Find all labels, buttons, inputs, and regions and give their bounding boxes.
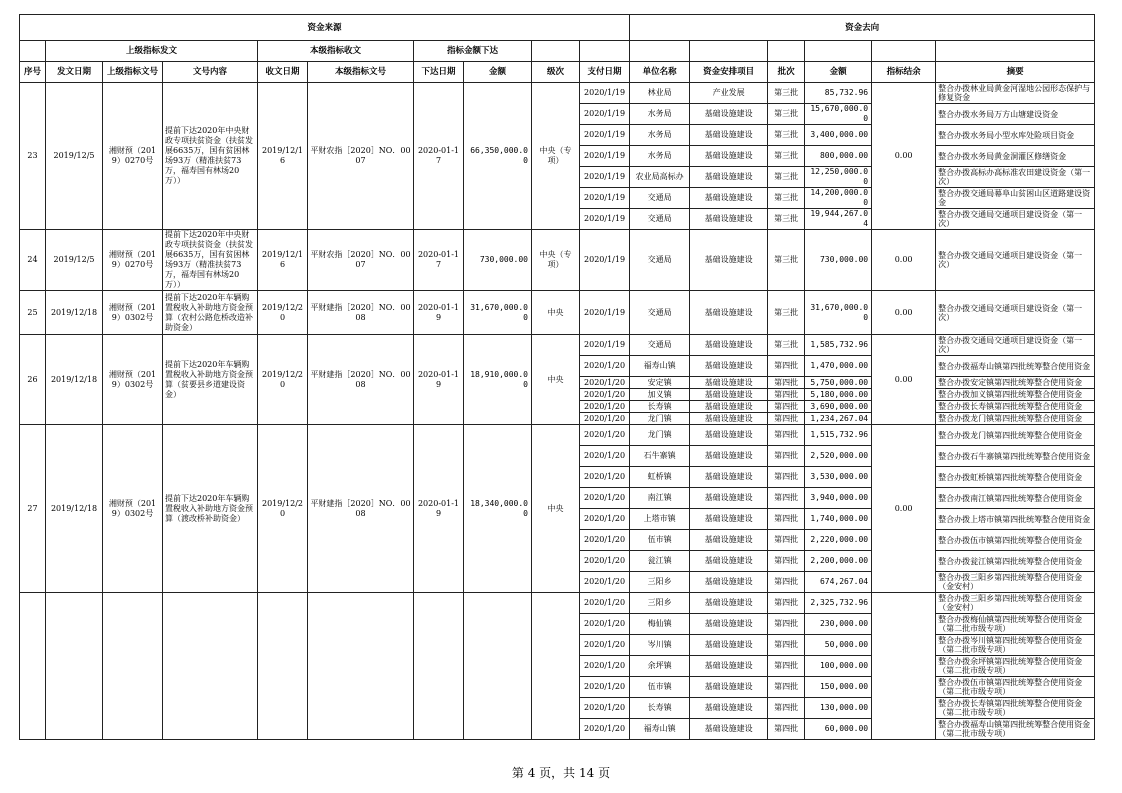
unit-cell: 水务局 xyxy=(630,125,690,146)
balance-cell: 0.00 xyxy=(872,230,936,291)
balance-cell: 0.00 xyxy=(872,425,936,593)
pay-date-cell: 2020/1/20 xyxy=(580,425,630,446)
batch-cell: 第四批 xyxy=(768,356,805,377)
summary-cell: 整合办拨安定镇第四批统筹整合使用资金 xyxy=(936,377,1095,389)
upper-doc-cell: 湘财预（2019）0270号 xyxy=(103,230,163,291)
summary-cell: 整合办拨高标办高标准农田建设资金（第一次） xyxy=(936,167,1095,188)
unit-cell: 农业局高标办 xyxy=(630,167,690,188)
pay-amount-cell: 19,944,267.04 xyxy=(805,209,872,230)
pay-date-cell: 2020/1/19 xyxy=(580,104,630,125)
pay-amount-cell: 3,940,000.00 xyxy=(805,488,872,509)
pay-date-cell: 2020/1/19 xyxy=(580,291,630,335)
batch-cell: 第四批 xyxy=(768,614,805,635)
project-cell: 基础设施建设 xyxy=(690,446,768,467)
unit-cell: 福寿山镇 xyxy=(630,719,690,740)
batch-cell: 第三批 xyxy=(768,230,805,291)
receive-date-cell: 2019/12/20 xyxy=(258,335,308,425)
table-row xyxy=(20,230,1095,291)
summary-cell: 整合办拨石牛寨镇第四批统筹整合使用资金 xyxy=(936,446,1095,467)
batch-cell: 第四批 xyxy=(768,593,805,614)
issue-date-cell: 2019/12/5 xyxy=(46,230,103,291)
upper-doc-cell: 湘财预（2019）0302号 xyxy=(103,291,163,335)
pay-date-cell: 2020/1/20 xyxy=(580,719,630,740)
project-cell: 基础设施建设 xyxy=(690,209,768,230)
unit-cell: 林业局 xyxy=(630,83,690,104)
unit-cell: 安定镇 xyxy=(630,377,690,389)
table-row xyxy=(20,335,1095,356)
upper-issue-header: 上级指标发文 xyxy=(46,41,258,62)
batch-cell: 第三批 xyxy=(768,83,805,104)
unit-cell: 虹桥镇 xyxy=(630,467,690,488)
project-cell: 基础设施建设 xyxy=(690,698,768,719)
batch-cell: 第三批 xyxy=(768,335,805,356)
pay-amount-cell: 3,400,000.00 xyxy=(805,125,872,146)
unit-cell: 水务局 xyxy=(630,146,690,167)
unit-cell: 交通局 xyxy=(630,209,690,230)
down-date-cell: 2020-01-17 xyxy=(414,83,464,230)
local-doc-cell: 平财农指［2020］NO．0007 xyxy=(308,83,414,230)
empty-header-cell xyxy=(690,41,768,62)
empty-header-cell xyxy=(580,41,630,62)
receive-date-cell: 2019/12/16 xyxy=(258,83,308,230)
empty-header-cell xyxy=(768,41,805,62)
pay-amount-cell: 14,200,000.00 xyxy=(805,188,872,209)
pay-amount-cell: 1,234,267.04 xyxy=(805,413,872,425)
col-receive-date: 收文日期 xyxy=(258,62,308,83)
seq-cell: 26 xyxy=(20,335,46,425)
doc-content-cell: 提前下达2020年车辆购置税收入补助地方资金预算（农村公路危桥改造补助资金） xyxy=(163,291,258,335)
amount-cell: 730,000.00 xyxy=(464,230,532,291)
unit-cell: 水务局 xyxy=(630,104,690,125)
summary-cell: 整合办拨水务局小型水库处险项目资金 xyxy=(936,125,1095,146)
summary-cell: 整合办拨水务局万方山塘建设资金 xyxy=(936,104,1095,125)
issue-date-cell: 2019/12/5 xyxy=(46,83,103,230)
pay-amount-cell: 1,740,000.00 xyxy=(805,509,872,530)
page-footer: 第 4 页，共 14 页 xyxy=(511,766,611,780)
balance-cell: 0.00 xyxy=(872,335,936,425)
pay-amount-cell: 3,530,000.00 xyxy=(805,467,872,488)
summary-cell: 整合办拨龙门镇第四批统筹整合使用资金 xyxy=(936,413,1095,425)
local-doc-cell: 平财建指［2020］NO．0008 xyxy=(308,335,414,425)
pay-amount-cell: 2,520,000.00 xyxy=(805,446,872,467)
level-cell xyxy=(532,593,580,740)
col-summary: 摘要 xyxy=(936,62,1095,83)
project-cell: 基础设施建设 xyxy=(690,467,768,488)
pay-date-cell: 2020/1/19 xyxy=(580,188,630,209)
pay-date-cell: 2020/1/19 xyxy=(580,209,630,230)
summary-cell: 整合办拨南江镇第四批统筹整合使用资金 xyxy=(936,488,1095,509)
pay-date-cell: 2020/1/20 xyxy=(580,530,630,551)
table-row xyxy=(20,593,1095,614)
receive-date-cell xyxy=(258,593,308,740)
project-cell: 基础设施建设 xyxy=(690,614,768,635)
project-cell: 基础设施建设 xyxy=(690,188,768,209)
unit-cell: 龙门镇 xyxy=(630,425,690,446)
summary-cell: 整合办拨长寿镇第四批统筹整合使用资金 xyxy=(936,401,1095,413)
pay-amount-cell: 100,000.00 xyxy=(805,656,872,677)
summary-cell: 整合办拨三阳乡第四批统筹整合使用资金（金安村） xyxy=(936,572,1095,593)
summary-cell: 整合办拨伍市镇第四批统筹整合使用资金 xyxy=(936,530,1095,551)
project-cell: 基础设施建设 xyxy=(690,356,768,377)
project-cell: 基础设施建设 xyxy=(690,530,768,551)
col-pay-amount: 金额 xyxy=(805,62,872,83)
project-cell: 基础设施建设 xyxy=(690,677,768,698)
pay-date-cell: 2020/1/20 xyxy=(580,572,630,593)
summary-cell: 整合办拨梅仙镇第四批统筹整合使用资金（第二批市级专项） xyxy=(936,614,1095,635)
summary-cell: 整合办拨水务局黄金洞灌区修缮资金 xyxy=(936,146,1095,167)
pay-date-cell: 2020/1/20 xyxy=(580,488,630,509)
batch-cell: 第四批 xyxy=(768,551,805,572)
balance-cell: 0.00 xyxy=(872,291,936,335)
summary-cell: 整合办拨长寿镇第四批统筹整合使用资金（第二批市级专项） xyxy=(936,698,1095,719)
table-row xyxy=(20,291,1095,335)
issue-date-cell xyxy=(46,593,103,740)
unit-cell: 梅仙镇 xyxy=(630,614,690,635)
project-cell: 基础设施建设 xyxy=(690,656,768,677)
pay-amount-cell: 5,750,000.00 xyxy=(805,377,872,389)
pay-date-cell: 2020/1/20 xyxy=(580,614,630,635)
summary-cell: 整合办拨福寿山镇第四批统筹整合使用资金 xyxy=(936,356,1095,377)
unit-cell: 福寿山镇 xyxy=(630,356,690,377)
quota-issue-header: 指标金额下达 xyxy=(414,41,532,62)
project-cell: 基础设施建设 xyxy=(690,719,768,740)
pay-amount-cell: 2,200,000.00 xyxy=(805,551,872,572)
batch-cell: 第四批 xyxy=(768,656,805,677)
pay-date-cell: 2020/1/20 xyxy=(580,593,630,614)
unit-cell: 龙门镇 xyxy=(630,413,690,425)
local-doc-cell: 平财农指［2020］NO．0007 xyxy=(308,230,414,291)
project-cell: 基础设施建设 xyxy=(690,377,768,389)
project-cell: 基础设施建设 xyxy=(690,425,768,446)
level-cell: 中央（专项） xyxy=(532,83,580,230)
pay-date-cell: 2020/1/20 xyxy=(580,656,630,677)
batch-cell: 第四批 xyxy=(768,446,805,467)
batch-cell: 第四批 xyxy=(768,635,805,656)
empty-header-cell xyxy=(872,41,936,62)
pay-date-cell: 2020/1/19 xyxy=(580,83,630,104)
amount-cell: 18,910,000.00 xyxy=(464,335,532,425)
unit-cell: 余坪镇 xyxy=(630,656,690,677)
batch-cell: 第四批 xyxy=(768,401,805,413)
amount-cell: 18,340,000.00 xyxy=(464,425,532,593)
batch-cell: 第四批 xyxy=(768,698,805,719)
column-header-row xyxy=(20,62,1095,83)
unit-cell: 伍市镇 xyxy=(630,530,690,551)
pay-amount-cell: 15,670,000.00 xyxy=(805,104,872,125)
amount-cell: 66,350,000.00 xyxy=(464,83,532,230)
pay-date-cell: 2020/1/20 xyxy=(580,413,630,425)
project-cell: 产业发展 xyxy=(690,83,768,104)
project-cell: 基础设施建设 xyxy=(690,401,768,413)
level-cell: 中央 xyxy=(532,425,580,593)
pay-date-cell: 2020/1/20 xyxy=(580,377,630,389)
unit-cell: 交通局 xyxy=(630,335,690,356)
pay-amount-cell: 150,000.00 xyxy=(805,677,872,698)
batch-cell: 第三批 xyxy=(768,146,805,167)
summary-cell: 整合办拨三阳乡第四批统筹整合使用资金（金安村） xyxy=(936,593,1095,614)
empty-header-cell xyxy=(20,41,46,62)
pay-amount-cell: 12,250,000.00 xyxy=(805,167,872,188)
batch-cell: 第四批 xyxy=(768,389,805,401)
down-date-cell: 2020-01-17 xyxy=(414,230,464,291)
unit-cell: 石牛寨镇 xyxy=(630,446,690,467)
funds-table xyxy=(19,14,1095,740)
project-cell: 基础设施建设 xyxy=(690,509,768,530)
batch-cell: 第四批 xyxy=(768,488,805,509)
col-doc-content: 文号内容 xyxy=(163,62,258,83)
project-cell: 基础设施建设 xyxy=(690,635,768,656)
project-cell: 基础设施建设 xyxy=(690,551,768,572)
pay-amount-cell: 730,000.00 xyxy=(805,230,872,291)
summary-cell: 整合办拨瓮江镇第四批统筹整合使用资金 xyxy=(936,551,1095,572)
header-row-2 xyxy=(20,41,1095,62)
receive-date-cell: 2019/12/16 xyxy=(258,230,308,291)
local-doc-cell: 平财建指［2020］NO．0008 xyxy=(308,425,414,593)
unit-cell: 加义镇 xyxy=(630,389,690,401)
table-row xyxy=(20,425,1095,446)
issue-date-cell: 2019/12/18 xyxy=(46,291,103,335)
summary-cell: 整合办拨交通局交通项目建设资金（第一次） xyxy=(936,230,1095,291)
col-unit: 单位名称 xyxy=(630,62,690,83)
pay-date-cell: 2020/1/19 xyxy=(580,146,630,167)
upper-doc-cell: 湘财预（2019）0302号 xyxy=(103,335,163,425)
doc-content-cell: 提前下达2020年中央财政专项扶贫资金（扶贫发展6635万，国有贫困林场93万（精准扶贫73万，福寿国有林场20万）） xyxy=(163,230,258,291)
pay-amount-cell: 230,000.00 xyxy=(805,614,872,635)
project-cell: 基础设施建设 xyxy=(690,230,768,291)
pay-date-cell: 2020/1/20 xyxy=(580,551,630,572)
unit-cell: 长寿镇 xyxy=(630,401,690,413)
receive-date-cell: 2019/12/20 xyxy=(258,291,308,335)
project-cell: 基础设施建设 xyxy=(690,146,768,167)
unit-cell: 岑川镇 xyxy=(630,635,690,656)
summary-cell: 整合办拨交通局交通项目建设资金（第一次） xyxy=(936,335,1095,356)
summary-cell: 整合办拨余坪镇第四批统筹整合使用资金（第二批市级专项） xyxy=(936,656,1095,677)
batch-cell: 第四批 xyxy=(768,467,805,488)
pay-amount-cell: 31,670,000.00 xyxy=(805,291,872,335)
summary-cell: 整合办拨加义镇第四批统筹整合使用资金 xyxy=(936,389,1095,401)
pay-date-cell: 2020/1/20 xyxy=(580,698,630,719)
project-cell: 基础设施建设 xyxy=(690,389,768,401)
local-doc-cell: 平财建指［2020］NO．0008 xyxy=(308,291,414,335)
batch-cell: 第四批 xyxy=(768,572,805,593)
summary-cell: 整合办拨交通局幕阜山贫困山区道路建设资金 xyxy=(936,188,1095,209)
pay-date-cell: 2020/1/19 xyxy=(580,167,630,188)
pay-amount-cell: 85,732.96 xyxy=(805,83,872,104)
summary-cell: 整合办拨伍市镇第四批统筹整合使用资金（第二批市级专项） xyxy=(936,677,1095,698)
project-cell: 基础设施建设 xyxy=(690,104,768,125)
pay-amount-cell: 2,325,732.96 xyxy=(805,593,872,614)
balance-cell xyxy=(872,593,936,740)
col-pay-date: 支付日期 xyxy=(580,62,630,83)
summary-cell: 整合办拨岑川镇第四批统筹整合使用资金（第二批市级专项） xyxy=(936,635,1095,656)
batch-cell: 第三批 xyxy=(768,188,805,209)
empty-header-cell xyxy=(805,41,872,62)
summary-cell: 整合办拨虹桥镇第四批统筹整合使用资金 xyxy=(936,467,1095,488)
batch-cell: 第三批 xyxy=(768,209,805,230)
amount-cell: 31,670,000.00 xyxy=(464,291,532,335)
issue-date-cell: 2019/12/18 xyxy=(46,425,103,593)
balance-cell: 0.00 xyxy=(872,83,936,230)
empty-header-cell xyxy=(936,41,1095,62)
batch-cell: 第四批 xyxy=(768,509,805,530)
pay-date-cell: 2020/1/19 xyxy=(580,230,630,291)
col-upper-doc: 上级指标文号 xyxy=(103,62,163,83)
col-local-doc: 本级指标文号 xyxy=(308,62,414,83)
pay-date-cell: 2020/1/20 xyxy=(580,401,630,413)
unit-cell: 长寿镇 xyxy=(630,698,690,719)
col-issue-down-date: 下达日期 xyxy=(414,62,464,83)
table-row xyxy=(20,83,1095,104)
unit-cell: 三阳乡 xyxy=(630,572,690,593)
batch-cell: 第三批 xyxy=(768,167,805,188)
batch-cell: 第四批 xyxy=(768,530,805,551)
unit-cell: 上塔市镇 xyxy=(630,509,690,530)
receive-date-cell: 2019/12/20 xyxy=(258,425,308,593)
col-seq: 序号 xyxy=(20,62,46,83)
seq-cell: 23 xyxy=(20,83,46,230)
level-cell: 中央 xyxy=(532,291,580,335)
upper-doc-cell: 湘财预（2019）0270号 xyxy=(103,83,163,230)
seq-cell xyxy=(20,593,46,740)
pay-amount-cell: 130,000.00 xyxy=(805,698,872,719)
empty-header-cell xyxy=(630,41,690,62)
batch-cell: 第三批 xyxy=(768,291,805,335)
project-cell: 基础设施建设 xyxy=(690,335,768,356)
pay-date-cell: 2020/1/20 xyxy=(580,446,630,467)
col-balance: 指标结余 xyxy=(872,62,936,83)
batch-cell: 第四批 xyxy=(768,425,805,446)
pay-date-cell: 2020/1/20 xyxy=(580,509,630,530)
destination-header: 资金去向 xyxy=(630,15,1095,41)
unit-cell: 瓮江镇 xyxy=(630,551,690,572)
unit-cell: 交通局 xyxy=(630,230,690,291)
pay-amount-cell: 1,470,000.00 xyxy=(805,356,872,377)
pay-date-cell: 2020/1/20 xyxy=(580,356,630,377)
unit-cell: 三阳乡 xyxy=(630,593,690,614)
pay-date-cell: 2020/1/19 xyxy=(580,125,630,146)
summary-cell: 整合办拨交通局交通项目建设资金（第一次） xyxy=(936,291,1095,335)
batch-cell: 第四批 xyxy=(768,413,805,425)
col-batch: 批次 xyxy=(768,62,805,83)
upper-doc-cell: 湘财预（2019）0302号 xyxy=(103,425,163,593)
pay-amount-cell: 1,585,732.96 xyxy=(805,335,872,356)
level-cell: 中央（专项） xyxy=(532,230,580,291)
doc-content-cell: 提前下达2020年车辆购置税收入补助地方资金预算（贫要县乡道建设资金） xyxy=(163,335,258,425)
batch-cell: 第四批 xyxy=(768,719,805,740)
batch-cell: 第四批 xyxy=(768,377,805,389)
level-cell: 中央 xyxy=(532,335,580,425)
pay-amount-cell: 674,267.04 xyxy=(805,572,872,593)
batch-cell: 第三批 xyxy=(768,104,805,125)
local-receive-header: 本级指标收文 xyxy=(258,41,414,62)
pay-amount-cell: 1,515,732.96 xyxy=(805,425,872,446)
pay-date-cell: 2020/1/20 xyxy=(580,635,630,656)
amount-cell xyxy=(464,593,532,740)
seq-cell: 25 xyxy=(20,291,46,335)
header-row-1 xyxy=(20,15,1095,41)
unit-cell: 交通局 xyxy=(630,188,690,209)
batch-cell: 第三批 xyxy=(768,125,805,146)
doc-content-cell xyxy=(163,593,258,740)
project-cell: 基础设施建设 xyxy=(690,125,768,146)
unit-cell: 交通局 xyxy=(630,291,690,335)
pay-date-cell: 2020/1/20 xyxy=(580,677,630,698)
col-project: 资金安排项目 xyxy=(690,62,768,83)
down-date-cell xyxy=(414,593,464,740)
pay-amount-cell: 60,000.00 xyxy=(805,719,872,740)
unit-cell: 南江镇 xyxy=(630,488,690,509)
empty-header-cell xyxy=(532,41,580,62)
project-cell: 基础设施建设 xyxy=(690,572,768,593)
project-cell: 基础设施建设 xyxy=(690,488,768,509)
project-cell: 基础设施建设 xyxy=(690,593,768,614)
pay-date-cell: 2020/1/20 xyxy=(580,467,630,488)
doc-content-cell: 提前下达2020年车辆购置税收入补助地方资金预算（渡改桥补助资金） xyxy=(163,425,258,593)
upper-doc-cell xyxy=(103,593,163,740)
down-date-cell: 2020-01-19 xyxy=(414,335,464,425)
pay-amount-cell: 800,000.00 xyxy=(805,146,872,167)
batch-cell: 第四批 xyxy=(768,677,805,698)
seq-cell: 27 xyxy=(20,425,46,593)
summary-cell: 整合办拨交通局交通项目建设资金（第一次） xyxy=(936,209,1095,230)
pay-amount-cell: 2,220,000.00 xyxy=(805,530,872,551)
project-cell: 基础设施建设 xyxy=(690,291,768,335)
local-doc-cell xyxy=(308,593,414,740)
doc-content-cell: 提前下达2020年中央财政专项扶贫资金（扶贫发展6635万，国有贫困林场93万（精准扶贫73万，福寿国有林场20万）） xyxy=(163,83,258,230)
summary-cell: 整合办拨龙门镇第四批统筹整合使用资金 xyxy=(936,425,1095,446)
down-date-cell: 2020-01-19 xyxy=(414,425,464,593)
issue-date-cell: 2019/12/18 xyxy=(46,335,103,425)
unit-cell: 伍市镇 xyxy=(630,677,690,698)
col-level: 级次 xyxy=(532,62,580,83)
pay-amount-cell: 50,000.00 xyxy=(805,635,872,656)
col-issue-date: 发文日期 xyxy=(46,62,103,83)
pay-amount-cell: 3,690,000.00 xyxy=(805,401,872,413)
col-amount: 金额 xyxy=(464,62,532,83)
summary-cell: 整合办拨林业局黄金河湿地公园形态保护与修复资金 xyxy=(936,83,1095,104)
summary-cell: 整合办拨福寿山镇第四批统筹整合使用资金（第二批市级专项） xyxy=(936,719,1095,740)
pay-date-cell: 2020/1/19 xyxy=(580,335,630,356)
summary-cell: 整合办拨上塔市镇第四批统筹整合使用资金 xyxy=(936,509,1095,530)
pay-amount-cell: 5,180,000.00 xyxy=(805,389,872,401)
pay-date-cell: 2020/1/20 xyxy=(580,389,630,401)
project-cell: 基础设施建设 xyxy=(690,413,768,425)
down-date-cell: 2020-01-19 xyxy=(414,291,464,335)
source-header: 资金来源 xyxy=(20,15,630,41)
seq-cell: 24 xyxy=(20,230,46,291)
project-cell: 基础设施建设 xyxy=(690,167,768,188)
